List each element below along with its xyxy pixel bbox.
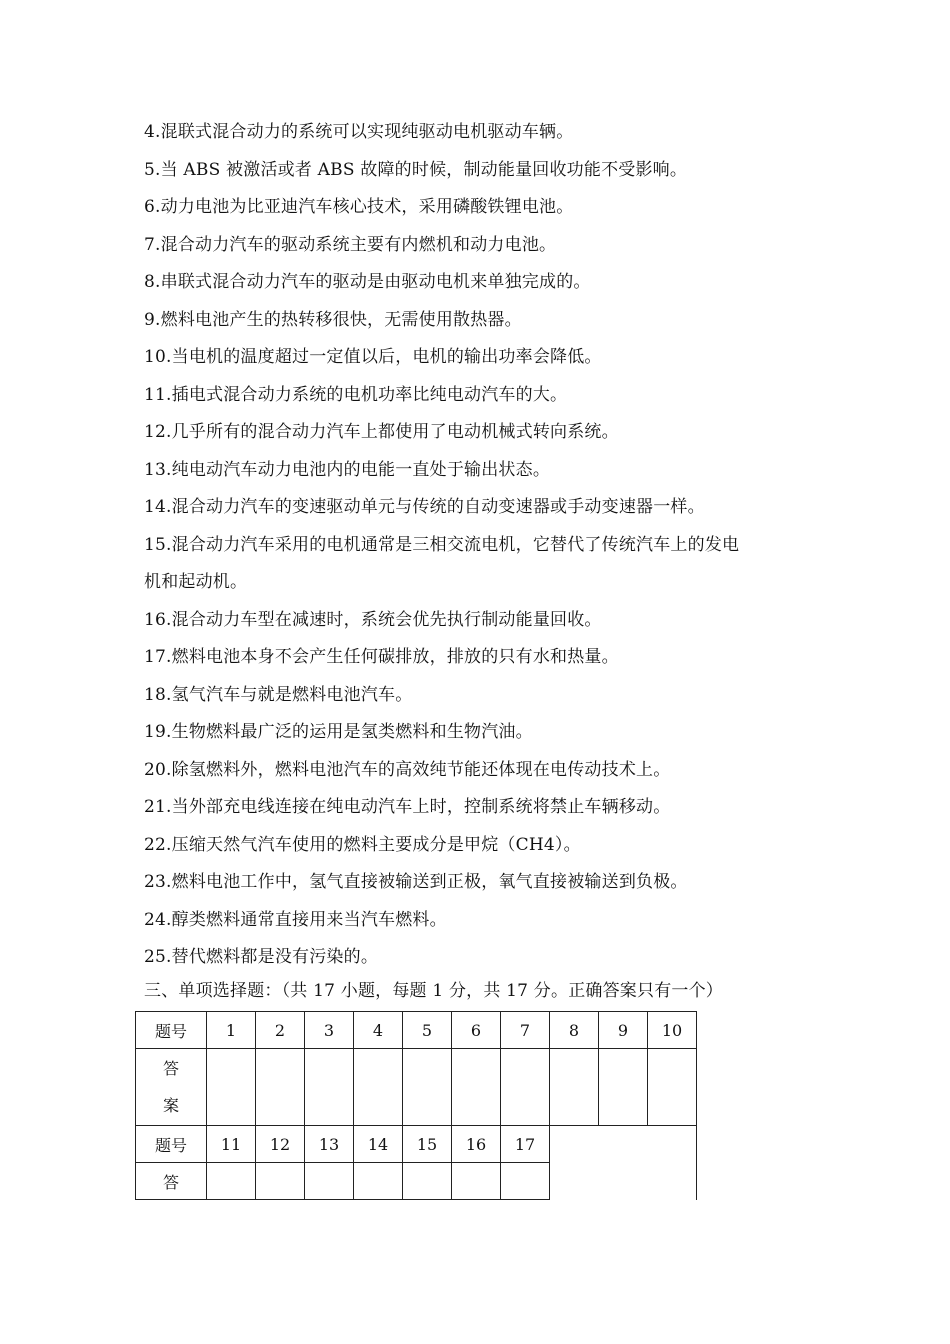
true-false-question-list (144, 114, 824, 977)
answer-cell[interactable] (648, 1049, 697, 1126)
question-number-cell: 9 (599, 1012, 648, 1049)
answer-cell[interactable] (354, 1163, 403, 1200)
question-item: 19.生物燃料最广泛的运用是氢类燃料和生物汽油。 (144, 722, 533, 742)
question-number-cell: 4 (354, 1012, 403, 1049)
question-number-cell: 12 (256, 1126, 305, 1163)
question-number-cell: 6 (452, 1012, 501, 1049)
question-item: 18.氢气汽车与就是燃料电池汽车。 (144, 684, 413, 705)
question-item: 5.当 ABS 被激活或者 ABS 故障的时候，制动能量回收功能不受影响。 (144, 159, 688, 180)
question-number-cell: 13 (305, 1126, 354, 1163)
answer-cell[interactable] (501, 1049, 550, 1126)
question-number-cell: 10 (648, 1012, 697, 1049)
table-row (136, 1012, 697, 1049)
question-item: 23.燃料电池工作中，氢气直接被输送到正极，氧气直接被输送到负极。 (144, 872, 688, 892)
answer-cell[interactable] (305, 1163, 354, 1200)
answer-cell[interactable] (403, 1049, 452, 1126)
answer-cell[interactable] (256, 1163, 305, 1200)
answer-cell[interactable] (305, 1049, 354, 1126)
question-item: 4.混联式混合动力的系统可以实现纯驱动电机驱动车辆。 (144, 122, 574, 142)
question-item: 12.几乎所有的混合动力汽车上都使用了电动机械式转向系统。 (144, 422, 619, 442)
question-item: 15.混合动力汽车采用的电机通常是三相交流电机，它替代了传统汽车上的发电 (144, 534, 740, 555)
answer-cell[interactable] (501, 1163, 550, 1200)
number-label-cell: 题号 (136, 1012, 207, 1049)
answer-cell[interactable] (550, 1049, 599, 1126)
question-item: 24.醇类燃料通常直接用来当汽车燃料。 (144, 909, 447, 930)
answer-cell[interactable] (207, 1049, 256, 1126)
answer-cell[interactable] (403, 1163, 452, 1200)
question-item: 11.插电式混合动力系统的电机功率比纯电动汽车的大。 (144, 384, 568, 405)
question-item: 7.混合动力汽车的驱动系统主要有内燃机和动力电池。 (144, 234, 557, 255)
question-item: 25.替代燃料都是没有污染的。 (144, 947, 379, 967)
answer-label-char: 答 (162, 1059, 179, 1078)
question-number-cell: 5 (403, 1012, 452, 1049)
question-item: 10.当电机的温度超过一定值以后，电机的输出功率会降低。 (144, 347, 602, 367)
question-item: 20.除氢燃料外，燃料电池汽车的高效纯节能还体现在电传动技术上。 (144, 759, 671, 780)
question-item: 9.燃料电池产生的热转移很快，无需使用散热器。 (144, 309, 522, 330)
empty-cell (550, 1126, 697, 1200)
answer-cell[interactable] (599, 1049, 648, 1126)
question-number-cell: 3 (305, 1012, 354, 1049)
answer-label-cell: 答 (136, 1163, 207, 1200)
answer-label-char: 案 (162, 1096, 179, 1115)
table-row (136, 1126, 697, 1163)
question-number-cell: 2 (256, 1012, 305, 1049)
answer-cell[interactable] (354, 1049, 403, 1126)
question-item: 6.动力电池为比亚迪汽车核心技术，采用磷酸铁锂电池。 (144, 197, 574, 217)
question-number-cell: 8 (550, 1012, 599, 1049)
answer-cell[interactable] (207, 1163, 256, 1200)
question-number-cell: 14 (354, 1126, 403, 1163)
question-number-cell: 16 (452, 1126, 501, 1163)
answer-cell[interactable] (256, 1049, 305, 1126)
table-row (136, 1049, 697, 1126)
question-item-continuation: 机和起动机。 (144, 572, 248, 592)
question-item: 17.燃料电池本身不会产生任何碳排放，排放的只有水和热量。 (144, 647, 619, 667)
question-number-cell: 1 (207, 1012, 256, 1049)
question-number-cell: 17 (501, 1126, 550, 1163)
question-item: 14.混合动力汽车的变速驱动单元与传统的自动变速器或手动变速器一样。 (144, 497, 705, 517)
question-item: 8.串联式混合动力汽车的驱动是由驱动电机来单独完成的。 (144, 272, 591, 292)
question-number-cell: 15 (403, 1126, 452, 1163)
answer-label-cell (136, 1049, 207, 1126)
number-label-cell: 题号 (136, 1126, 207, 1163)
question-number-cell: 7 (501, 1012, 550, 1049)
answer-cell[interactable] (452, 1163, 501, 1200)
question-item: 22.压缩天然气汽车使用的燃料主要成分是甲烷（CH4）。 (144, 834, 581, 855)
question-item: 16.混合动力车型在减速时，系统会优先执行制动能量回收。 (144, 609, 602, 630)
question-item: 21.当外部充电线连接在纯电动汽车上时，控制系统将禁止车辆移动。 (144, 797, 671, 817)
question-item: 13.纯电动汽车动力电池内的电能一直处于输出状态。 (144, 459, 551, 480)
answer-cell[interactable] (452, 1049, 501, 1126)
section-3-title: 三、单项选择题：（共 17 小题，每题 1 分，共 17 分。正确答案只有一个） (144, 981, 724, 1001)
question-number-cell: 11 (207, 1126, 256, 1163)
answer-table (135, 1011, 697, 1200)
